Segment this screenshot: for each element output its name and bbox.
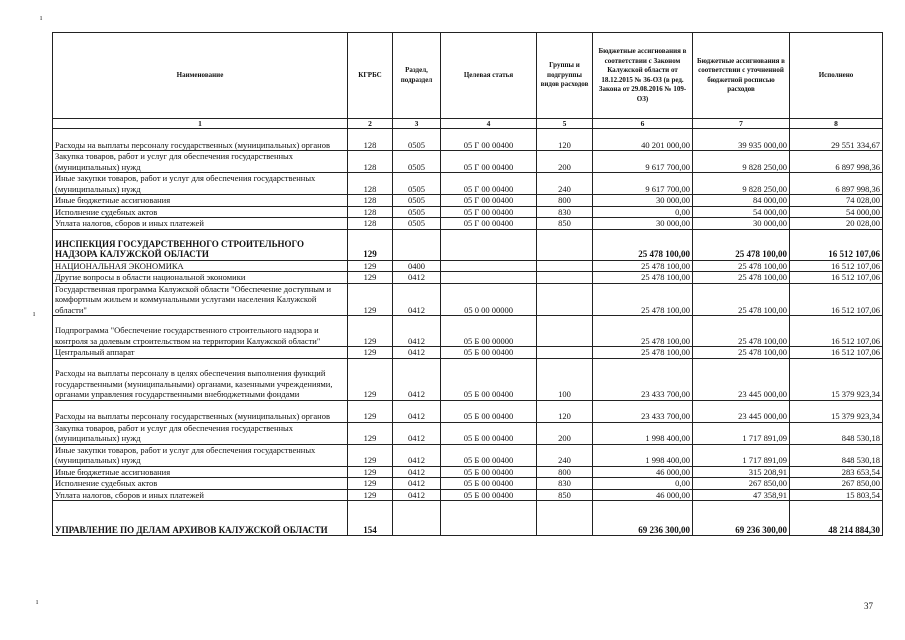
table-row [53, 422, 883, 444]
row-name: Подпрограмма "Обеспечение государственного строительного надзора и контроля за долевым строительством на территории Калужской области" [53, 316, 348, 347]
row-law: 25 478 100,00 [593, 272, 693, 284]
header-groups: Группы и подгруппы видов расходов [537, 33, 593, 119]
row-section: 0505 [393, 195, 441, 207]
row-executed: 15 379 923,34 [790, 358, 883, 400]
row-kgrbs: 128 [348, 195, 393, 207]
page-number: 37 [864, 601, 873, 611]
row-vr: 800 [537, 195, 593, 207]
row-executed: 848 530,18 [790, 444, 883, 466]
table-row [53, 478, 883, 490]
row-executed: 16 512 107,06 [790, 272, 883, 284]
table-row [53, 218, 883, 230]
row-kgrbs: 129 [348, 229, 393, 260]
row-kgrbs: 154 [348, 501, 393, 536]
table-row [53, 129, 883, 151]
row-kgrbs: 129 [348, 347, 393, 359]
row-section: 0505 [393, 151, 441, 173]
colnum: 2 [348, 119, 393, 129]
row-executed: 16 512 107,06 [790, 229, 883, 260]
row-name: Государственная программа Калужской области "Обеспечение доступным и комфортным жильем и коммунальными услугами населения Калужской области" [53, 283, 348, 316]
colnum: 4 [441, 119, 537, 129]
row-kgrbs: 128 [348, 173, 393, 195]
row-refined: 25 478 100,00 [693, 283, 790, 316]
row-executed: 54 000,00 [790, 206, 883, 218]
row-kgrbs: 129 [348, 444, 393, 466]
row-section: 0400 [393, 260, 441, 272]
row-target: 05 Б 00 00400 [441, 400, 537, 422]
row-executed: 16 512 107,06 [790, 316, 883, 347]
header-target: Целевая статья [441, 33, 537, 119]
column-number-row [53, 119, 883, 129]
row-vr [537, 501, 593, 536]
row-name: Закупка товаров, работ и услуг для обеспечения государственных (муниципальных) нужд [53, 422, 348, 444]
row-kgrbs: 128 [348, 206, 393, 218]
row-refined: 23 445 000,00 [693, 358, 790, 400]
row-target: 05 Г 00 00400 [441, 173, 537, 195]
row-kgrbs: 129 [348, 316, 393, 347]
row-refined: 1 717 891,09 [693, 422, 790, 444]
header-section: Раздел, подраздел [393, 33, 441, 119]
row-target [441, 272, 537, 284]
row-vr: 240 [537, 444, 593, 466]
row-executed: 6 897 998,36 [790, 151, 883, 173]
row-law: 30 000,00 [593, 218, 693, 230]
colnum: 1 [53, 119, 348, 129]
row-name: Закупка товаров, работ и услуг для обеспечения государственных (муниципальных) нужд [53, 151, 348, 173]
row-law: 9 617 700,00 [593, 151, 693, 173]
row-name: Иные закупки товаров, работ и услуг для обеспечения государственных (муниципальных) нужд [53, 173, 348, 195]
row-kgrbs: 128 [348, 218, 393, 230]
row-law: 1 998 400,00 [593, 422, 693, 444]
row-target [441, 229, 537, 260]
row-kgrbs: 129 [348, 358, 393, 400]
row-kgrbs: 129 [348, 260, 393, 272]
row-law: 23 433 700,00 [593, 358, 693, 400]
row-kgrbs: 129 [348, 272, 393, 284]
colnum: 6 [593, 119, 693, 129]
row-law: 25 478 100,00 [593, 316, 693, 347]
row-executed: 16 512 107,06 [790, 347, 883, 359]
table-row [53, 444, 883, 466]
row-law: 9 617 700,00 [593, 173, 693, 195]
row-executed: 74 028,00 [790, 195, 883, 207]
row-law: 23 433 700,00 [593, 400, 693, 422]
row-refined: 1 717 891,09 [693, 444, 790, 466]
row-target: 05 Г 00 00400 [441, 218, 537, 230]
row-kgrbs: 129 [348, 400, 393, 422]
row-vr: 240 [537, 173, 593, 195]
row-refined: 25 478 100,00 [693, 229, 790, 260]
row-vr [537, 347, 593, 359]
row-executed: 15 803,54 [790, 489, 883, 501]
row-section [393, 501, 441, 536]
row-target: 05 Г 00 00400 [441, 151, 537, 173]
row-vr: 800 [537, 466, 593, 478]
table-row [53, 206, 883, 218]
row-law: 40 201 000,00 [593, 129, 693, 151]
row-section: 0505 [393, 206, 441, 218]
row-target: 05 Б 00 00400 [441, 466, 537, 478]
row-executed: 16 512 107,06 [790, 283, 883, 316]
row-name: Другие вопросы в области национальной экономики [53, 272, 348, 284]
table-row [53, 347, 883, 359]
table-row [53, 283, 883, 316]
colnum: 3 [393, 119, 441, 129]
table-row [53, 195, 883, 207]
row-name: Расходы на выплаты персоналу в целях обеспечения выполнения функций государственными (муниципальными) органами, казенными учреждениями, органами управления государственными внебюджетными фондами [53, 358, 348, 400]
row-refined: 30 000,00 [693, 218, 790, 230]
row-vr: 850 [537, 218, 593, 230]
row-refined: 39 935 000,00 [693, 129, 790, 151]
row-vr: 850 [537, 489, 593, 501]
row-refined: 25 478 100,00 [693, 316, 790, 347]
table-row [53, 501, 883, 536]
colnum: 8 [790, 119, 883, 129]
row-target: 05 Г 00 00400 [441, 195, 537, 207]
row-vr [537, 229, 593, 260]
row-law: 0,00 [593, 206, 693, 218]
header-name: Наименование [53, 33, 348, 119]
row-executed: 267 850,00 [790, 478, 883, 490]
row-executed: 283 653,54 [790, 466, 883, 478]
row-name: НАЦИОНАЛЬНАЯ ЭКОНОМИКА [53, 260, 348, 272]
table-row [53, 229, 883, 260]
row-name: Иные бюджетные ассигнования [53, 195, 348, 207]
row-executed: 848 530,18 [790, 422, 883, 444]
row-section: 0412 [393, 489, 441, 501]
row-vr [537, 316, 593, 347]
table-row [53, 272, 883, 284]
row-name: Иные закупки товаров, работ и услуг для обеспечения государственных (муниципальных) нужд [53, 444, 348, 466]
row-executed: 6 897 998,36 [790, 173, 883, 195]
row-section: 0412 [393, 272, 441, 284]
row-vr: 200 [537, 422, 593, 444]
row-executed: 48 214 884,30 [790, 501, 883, 536]
margin-mark: ı [40, 13, 43, 22]
row-target: 05 Г 00 00400 [441, 206, 537, 218]
row-section: 0412 [393, 283, 441, 316]
table-row [53, 358, 883, 400]
row-name: Расходы на выплаты персоналу государственных (муниципальных) органов [53, 129, 348, 151]
row-target: 05 Г 00 00400 [441, 129, 537, 151]
row-name: УПРАВЛЕНИЕ ПО ДЕЛАМ АРХИВОВ КАЛУЖСКОЙ ОБЛАСТИ [53, 501, 348, 536]
row-vr: 100 [537, 358, 593, 400]
row-target: 05 Б 00 00400 [441, 358, 537, 400]
row-vr: 200 [537, 151, 593, 173]
table-header-row [53, 33, 883, 119]
row-refined: 54 000,00 [693, 206, 790, 218]
row-law: 30 000,00 [593, 195, 693, 207]
row-refined: 25 478 100,00 [693, 260, 790, 272]
row-section: 0412 [393, 358, 441, 400]
table-row [53, 260, 883, 272]
row-refined: 23 445 000,00 [693, 400, 790, 422]
row-kgrbs: 129 [348, 466, 393, 478]
row-law: 46 000,00 [593, 466, 693, 478]
row-refined: 25 478 100,00 [693, 272, 790, 284]
row-vr [537, 272, 593, 284]
row-kgrbs: 128 [348, 151, 393, 173]
table-row [53, 173, 883, 195]
row-section: 0412 [393, 478, 441, 490]
row-law: 69 236 300,00 [593, 501, 693, 536]
row-refined: 47 358,91 [693, 489, 790, 501]
row-section: 0412 [393, 466, 441, 478]
header-law: Бюджетные ассигнования в соответствии с Законом Калужской области от 18.12.2015 № 36-ОЗ (в ред. Закона от 29.08.2016 № 109-ОЗ) [593, 33, 693, 119]
table-row [53, 466, 883, 478]
row-kgrbs: 129 [348, 478, 393, 490]
row-section: 0412 [393, 400, 441, 422]
row-section: 0412 [393, 347, 441, 359]
row-target [441, 501, 537, 536]
row-target: 05 0 00 00000 [441, 283, 537, 316]
colnum: 5 [537, 119, 593, 129]
row-executed: 16 512 107,06 [790, 260, 883, 272]
row-name: Уплата налогов, сборов и иных платежей [53, 489, 348, 501]
row-section: 0412 [393, 422, 441, 444]
row-target: 05 Б 00 00400 [441, 444, 537, 466]
row-name: Иные бюджетные ассигнования [53, 466, 348, 478]
row-section [393, 229, 441, 260]
row-refined: 69 236 300,00 [693, 501, 790, 536]
row-name: Исполнение судебных актов [53, 478, 348, 490]
colnum: 7 [693, 119, 790, 129]
row-vr: 830 [537, 206, 593, 218]
row-vr [537, 283, 593, 316]
margin-mark: ı [33, 309, 36, 318]
row-law: 25 478 100,00 [593, 260, 693, 272]
row-section: 0505 [393, 218, 441, 230]
row-vr: 120 [537, 400, 593, 422]
row-executed: 20 028,00 [790, 218, 883, 230]
row-refined: 315 208,91 [693, 466, 790, 478]
table-row [53, 151, 883, 173]
row-executed: 15 379 923,34 [790, 400, 883, 422]
header-kgrbs: КГРБС [348, 33, 393, 119]
row-law: 0,00 [593, 478, 693, 490]
row-kgrbs: 129 [348, 489, 393, 501]
row-refined: 267 850,00 [693, 478, 790, 490]
row-section: 0412 [393, 316, 441, 347]
row-refined: 9 828 250,00 [693, 151, 790, 173]
row-refined: 84 000,00 [693, 195, 790, 207]
row-executed: 29 551 334,67 [790, 129, 883, 151]
margin-mark: ı [36, 597, 39, 606]
row-target: 05 Б 00 00400 [441, 489, 537, 501]
row-name: Уплата налогов, сборов и иных платежей [53, 218, 348, 230]
row-vr: 830 [537, 478, 593, 490]
row-target: 05 Б 00 00400 [441, 422, 537, 444]
row-section: 0412 [393, 444, 441, 466]
row-target: 05 Б 00 00400 [441, 478, 537, 490]
row-law: 25 478 100,00 [593, 229, 693, 260]
row-name: Исполнение судебных актов [53, 206, 348, 218]
row-section: 0505 [393, 173, 441, 195]
row-name: Центральный аппарат [53, 347, 348, 359]
header-refined: Бюджетные ассигнования в соответствии с уточненной бюджетной росписью расходов [693, 33, 790, 119]
budget-table [52, 32, 883, 536]
row-law: 46 000,00 [593, 489, 693, 501]
row-target: 05 Б 00 00400 [441, 347, 537, 359]
row-kgrbs: 129 [348, 422, 393, 444]
row-kgrbs: 129 [348, 283, 393, 316]
row-section: 0505 [393, 129, 441, 151]
table-row [53, 400, 883, 422]
row-target [441, 260, 537, 272]
row-law: 1 998 400,00 [593, 444, 693, 466]
row-vr [537, 260, 593, 272]
row-refined: 25 478 100,00 [693, 347, 790, 359]
row-law: 25 478 100,00 [593, 283, 693, 316]
row-name: Расходы на выплаты персоналу государственных (муниципальных) органов [53, 400, 348, 422]
row-target: 05 Б 00 00000 [441, 316, 537, 347]
row-refined: 9 828 250,00 [693, 173, 790, 195]
row-vr: 120 [537, 129, 593, 151]
header-executed: Исполнено [790, 33, 883, 119]
table-row [53, 489, 883, 501]
row-kgrbs: 128 [348, 129, 393, 151]
table-row [53, 316, 883, 347]
row-law: 25 478 100,00 [593, 347, 693, 359]
row-name: ИНСПЕКЦИЯ ГОСУДАРСТВЕННОГО СТРОИТЕЛЬНОГО НАДЗОРА КАЛУЖСКОЙ ОБЛАСТИ [53, 229, 348, 260]
